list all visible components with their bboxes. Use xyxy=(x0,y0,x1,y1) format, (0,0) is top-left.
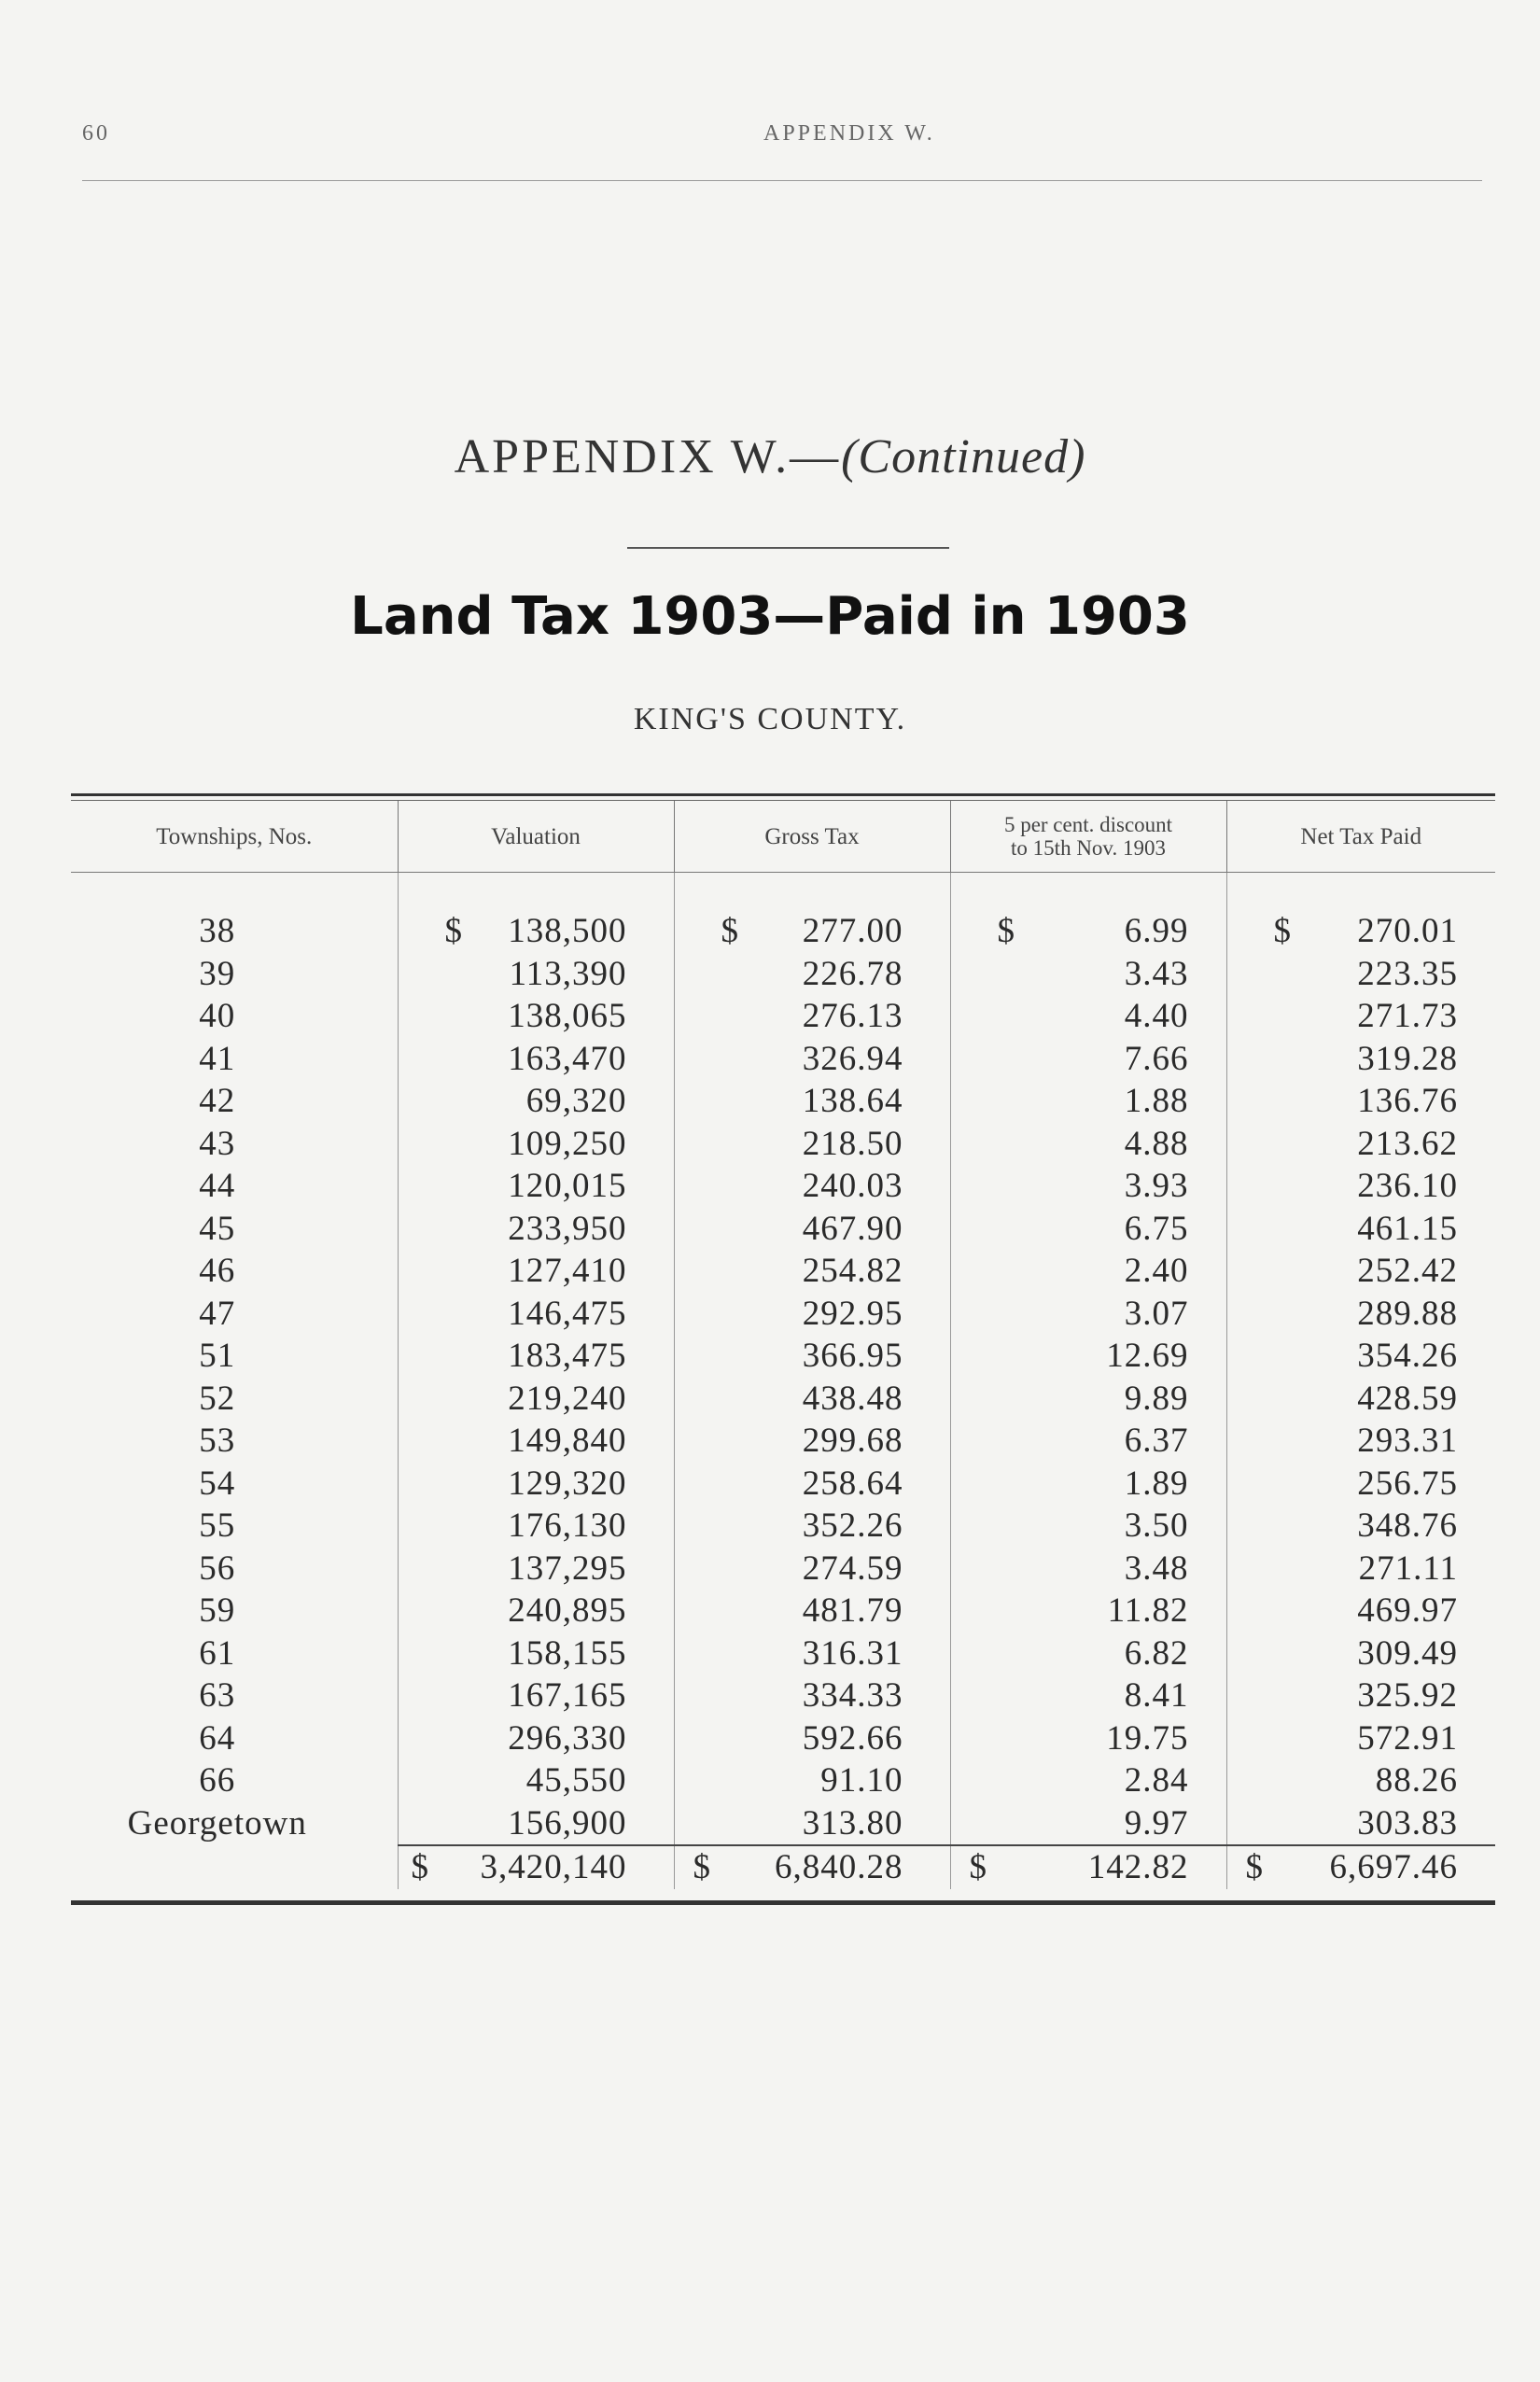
header-valuation: Valuation xyxy=(398,801,674,873)
totals-label-cell xyxy=(71,1845,398,1889)
cell-township: 44 xyxy=(199,1167,236,1205)
currency-symbol: $ xyxy=(969,1848,987,1886)
table-row xyxy=(71,1590,1495,1632)
cell-gross: 276.13 xyxy=(674,995,950,1038)
header-net-tax: Net Tax Paid xyxy=(1226,801,1495,873)
cell-township: 53 xyxy=(199,1422,236,1460)
cell-township: 59 xyxy=(199,1591,236,1630)
currency-symbol: $ xyxy=(1245,1848,1264,1886)
cell-township: Georgetown xyxy=(127,1804,307,1843)
cell-township: 41 xyxy=(199,1039,236,1078)
table-row xyxy=(71,1250,1495,1293)
cell-gross: 592.66 xyxy=(674,1717,950,1760)
cell-discount: 4.88 xyxy=(950,1123,1226,1166)
cell-gross: 240.03 xyxy=(674,1165,950,1208)
total-gross xyxy=(674,1845,950,1889)
cell-township: 39 xyxy=(199,954,236,993)
cell-township: 40 xyxy=(199,997,236,1035)
cell-gross: 91.10 xyxy=(674,1759,950,1802)
table-top-rule xyxy=(71,793,1495,796)
header-discount-line1: 5 per cent. discount xyxy=(1003,813,1173,836)
cell-discount: 1.88 xyxy=(950,1080,1226,1123)
cell-gross: 313.80 xyxy=(674,1802,950,1846)
table-row xyxy=(71,910,1495,953)
currency-symbol: $ xyxy=(997,912,1015,950)
table-row xyxy=(71,1463,1495,1506)
table-row xyxy=(71,1080,1495,1123)
total-net xyxy=(1226,1845,1495,1889)
cell-gross: 226.78 xyxy=(674,953,950,996)
cell-township: 38 xyxy=(199,912,236,950)
cell-valuation: 296,330 xyxy=(398,1717,674,1760)
cell-gross: 258.64 xyxy=(674,1463,950,1506)
cell-gross: 218.50 xyxy=(674,1123,950,1166)
table-row xyxy=(71,1674,1495,1717)
cell-valuation: 137,295 xyxy=(398,1548,674,1590)
cell-gross: 138.64 xyxy=(674,1080,950,1123)
cell-gross: 316.31 xyxy=(674,1632,950,1675)
cell-net: 348.76 xyxy=(1226,1505,1495,1548)
table-row xyxy=(71,1759,1495,1802)
cell-net: 354.26 xyxy=(1226,1335,1495,1378)
currency-symbol: $ xyxy=(444,912,463,950)
appendix-title-main: APPENDIX W.— xyxy=(454,430,842,483)
cell-net: 303.83 xyxy=(1226,1802,1495,1846)
running-head xyxy=(82,116,1482,153)
cell-gross: 292.95 xyxy=(674,1293,950,1336)
table-spacer-row xyxy=(71,873,1495,911)
cell-township: 64 xyxy=(199,1718,236,1758)
page-title: Land Tax 1903—Paid in 1903 xyxy=(350,586,1190,647)
total-value: 6,840.28 xyxy=(775,1848,903,1886)
cell-township: 61 xyxy=(199,1633,236,1673)
currency-symbol: $ xyxy=(1273,912,1292,950)
land-tax-table xyxy=(71,801,1495,1889)
cell-net: 256.75 xyxy=(1226,1463,1495,1506)
cell-valuation: 149,840 xyxy=(398,1420,674,1463)
cell-discount xyxy=(950,910,1226,953)
header-rule xyxy=(82,180,1482,181)
cell-value: 270.01 xyxy=(1357,912,1458,950)
cell-discount: 3.07 xyxy=(950,1293,1226,1336)
table-row xyxy=(71,1378,1495,1421)
cell-discount: 11.82 xyxy=(950,1590,1226,1632)
cell-township: 54 xyxy=(199,1464,236,1503)
cell-gross: 352.26 xyxy=(674,1505,950,1548)
cell-gross: 481.79 xyxy=(674,1590,950,1632)
cell-valuation xyxy=(398,910,674,953)
cell-discount: 7.66 xyxy=(950,1038,1226,1081)
cell-net: 88.26 xyxy=(1226,1759,1495,1802)
cell-discount: 9.97 xyxy=(950,1802,1226,1846)
cell-discount: 9.89 xyxy=(950,1378,1226,1421)
running-title: APPENDIX W. xyxy=(763,121,935,146)
cell-discount: 6.82 xyxy=(950,1632,1226,1675)
cell-net: 461.15 xyxy=(1226,1208,1495,1251)
currency-symbol: $ xyxy=(411,1848,429,1886)
cell-net: 213.62 xyxy=(1226,1123,1495,1166)
land-tax-table-wrap xyxy=(71,793,1495,1905)
cell-township: 47 xyxy=(199,1294,236,1333)
table-row xyxy=(71,1802,1495,1846)
cell-net: 236.10 xyxy=(1226,1165,1495,1208)
cell-discount: 2.40 xyxy=(950,1250,1226,1293)
page-number: 60 xyxy=(82,121,110,146)
cell-gross: 438.48 xyxy=(674,1378,950,1421)
cell-net: 136.76 xyxy=(1226,1080,1495,1123)
cell-discount: 3.93 xyxy=(950,1165,1226,1208)
cell-township: 46 xyxy=(199,1252,236,1290)
total-value: 3,420,140 xyxy=(480,1848,627,1886)
cell-net: 271.73 xyxy=(1226,995,1495,1038)
table-body xyxy=(71,873,1495,1889)
cell-valuation: 129,320 xyxy=(398,1463,674,1506)
cell-discount: 3.50 xyxy=(950,1505,1226,1548)
cell-valuation: 146,475 xyxy=(398,1293,674,1336)
cell-gross: 467.90 xyxy=(674,1208,950,1251)
appendix-title-continued: (Continued) xyxy=(841,430,1086,483)
cell-discount: 2.84 xyxy=(950,1759,1226,1802)
cell-discount: 4.40 xyxy=(950,995,1226,1038)
table-row xyxy=(71,1165,1495,1208)
cell-valuation: 109,250 xyxy=(398,1123,674,1166)
cell-township: 45 xyxy=(199,1209,236,1248)
cell-gross: 326.94 xyxy=(674,1038,950,1081)
table-row xyxy=(71,995,1495,1038)
cell-valuation: 127,410 xyxy=(398,1250,674,1293)
table-row xyxy=(71,1293,1495,1336)
cell-net: 252.42 xyxy=(1226,1250,1495,1293)
cell-valuation: 69,320 xyxy=(398,1080,674,1123)
header-gross-tax: Gross Tax xyxy=(674,801,950,873)
currency-symbol: $ xyxy=(721,912,739,950)
cell-value: 277.00 xyxy=(802,912,903,950)
cell-valuation: 167,165 xyxy=(398,1674,674,1717)
cell-discount: 3.43 xyxy=(950,953,1226,996)
table-row xyxy=(71,1548,1495,1590)
table-row xyxy=(71,1420,1495,1463)
cell-township: 43 xyxy=(199,1124,236,1163)
cell-valuation: 158,155 xyxy=(398,1632,674,1675)
cell-valuation: 156,900 xyxy=(398,1802,674,1846)
total-value: 142.82 xyxy=(1087,1848,1189,1886)
cell-net xyxy=(1226,910,1495,953)
appendix-title xyxy=(0,429,1540,484)
header-townships: Townships, Nos. xyxy=(156,823,313,849)
currency-symbol: $ xyxy=(693,1848,711,1886)
cell-discount: 8.41 xyxy=(950,1674,1226,1717)
table-row xyxy=(71,1208,1495,1251)
cell-net: 309.49 xyxy=(1226,1632,1495,1675)
cell-valuation: 138,065 xyxy=(398,995,674,1038)
table-row xyxy=(71,1717,1495,1760)
cell-discount: 12.69 xyxy=(950,1335,1226,1378)
cell-gross: 366.95 xyxy=(674,1335,950,1378)
cell-township: 66 xyxy=(199,1761,236,1800)
cell-township: 52 xyxy=(199,1379,236,1418)
cell-township: 42 xyxy=(199,1082,236,1120)
table-bottom-rule xyxy=(71,1900,1495,1905)
cell-valuation: 163,470 xyxy=(398,1038,674,1081)
cell-township: 56 xyxy=(199,1548,236,1588)
cell-township: 51 xyxy=(199,1337,236,1375)
header-discount xyxy=(950,801,1226,873)
cell-township: 63 xyxy=(199,1676,236,1715)
cell-valuation: 120,015 xyxy=(398,1165,674,1208)
cell-valuation: 176,130 xyxy=(398,1505,674,1548)
cell-gross: 299.68 xyxy=(674,1420,950,1463)
cell-gross: 254.82 xyxy=(674,1250,950,1293)
cell-gross: 334.33 xyxy=(674,1674,950,1717)
cell-discount: 3.48 xyxy=(950,1548,1226,1590)
table-row xyxy=(71,1632,1495,1675)
cell-gross: 274.59 xyxy=(674,1548,950,1590)
title-rule xyxy=(627,547,949,549)
cell-net: 289.88 xyxy=(1226,1293,1495,1336)
cell-valuation: 113,390 xyxy=(398,953,674,996)
cell-discount: 6.37 xyxy=(950,1420,1226,1463)
cell-valuation: 183,475 xyxy=(398,1335,674,1378)
totals-row xyxy=(71,1845,1495,1889)
cell-net: 223.35 xyxy=(1226,953,1495,996)
cell-net: 469.97 xyxy=(1226,1590,1495,1632)
total-discount xyxy=(950,1845,1226,1889)
cell-net: 572.91 xyxy=(1226,1717,1495,1760)
table-row xyxy=(71,1038,1495,1081)
cell-net: 428.59 xyxy=(1226,1378,1495,1421)
table-row xyxy=(71,1123,1495,1166)
table-row xyxy=(71,1335,1495,1378)
cell-valuation: 45,550 xyxy=(398,1759,674,1802)
cell-discount: 1.89 xyxy=(950,1463,1226,1506)
cell-net: 293.31 xyxy=(1226,1420,1495,1463)
cell-discount: 6.75 xyxy=(950,1208,1226,1251)
table-header-row xyxy=(71,801,1495,873)
cell-discount: 19.75 xyxy=(950,1717,1226,1760)
cell-valuation: 219,240 xyxy=(398,1378,674,1421)
cell-valuation: 240,895 xyxy=(398,1590,674,1632)
header-discount-line2: to 15th Nov. 1903 xyxy=(1011,836,1166,860)
cell-net: 319.28 xyxy=(1226,1038,1495,1081)
cell-value: 138,500 xyxy=(508,912,627,950)
table-row xyxy=(71,953,1495,996)
table-row xyxy=(71,1505,1495,1548)
cell-valuation: 233,950 xyxy=(398,1208,674,1251)
cell-gross xyxy=(674,910,950,953)
total-valuation xyxy=(398,1845,674,1889)
cell-township: 55 xyxy=(199,1506,236,1545)
cell-value: 6.99 xyxy=(1124,912,1189,950)
county-heading: KING'S COUNTY. xyxy=(633,702,907,736)
cell-net: 325.92 xyxy=(1226,1674,1495,1717)
total-value: 6,697.46 xyxy=(1329,1848,1458,1886)
cell-net: 271.11 xyxy=(1226,1548,1495,1590)
